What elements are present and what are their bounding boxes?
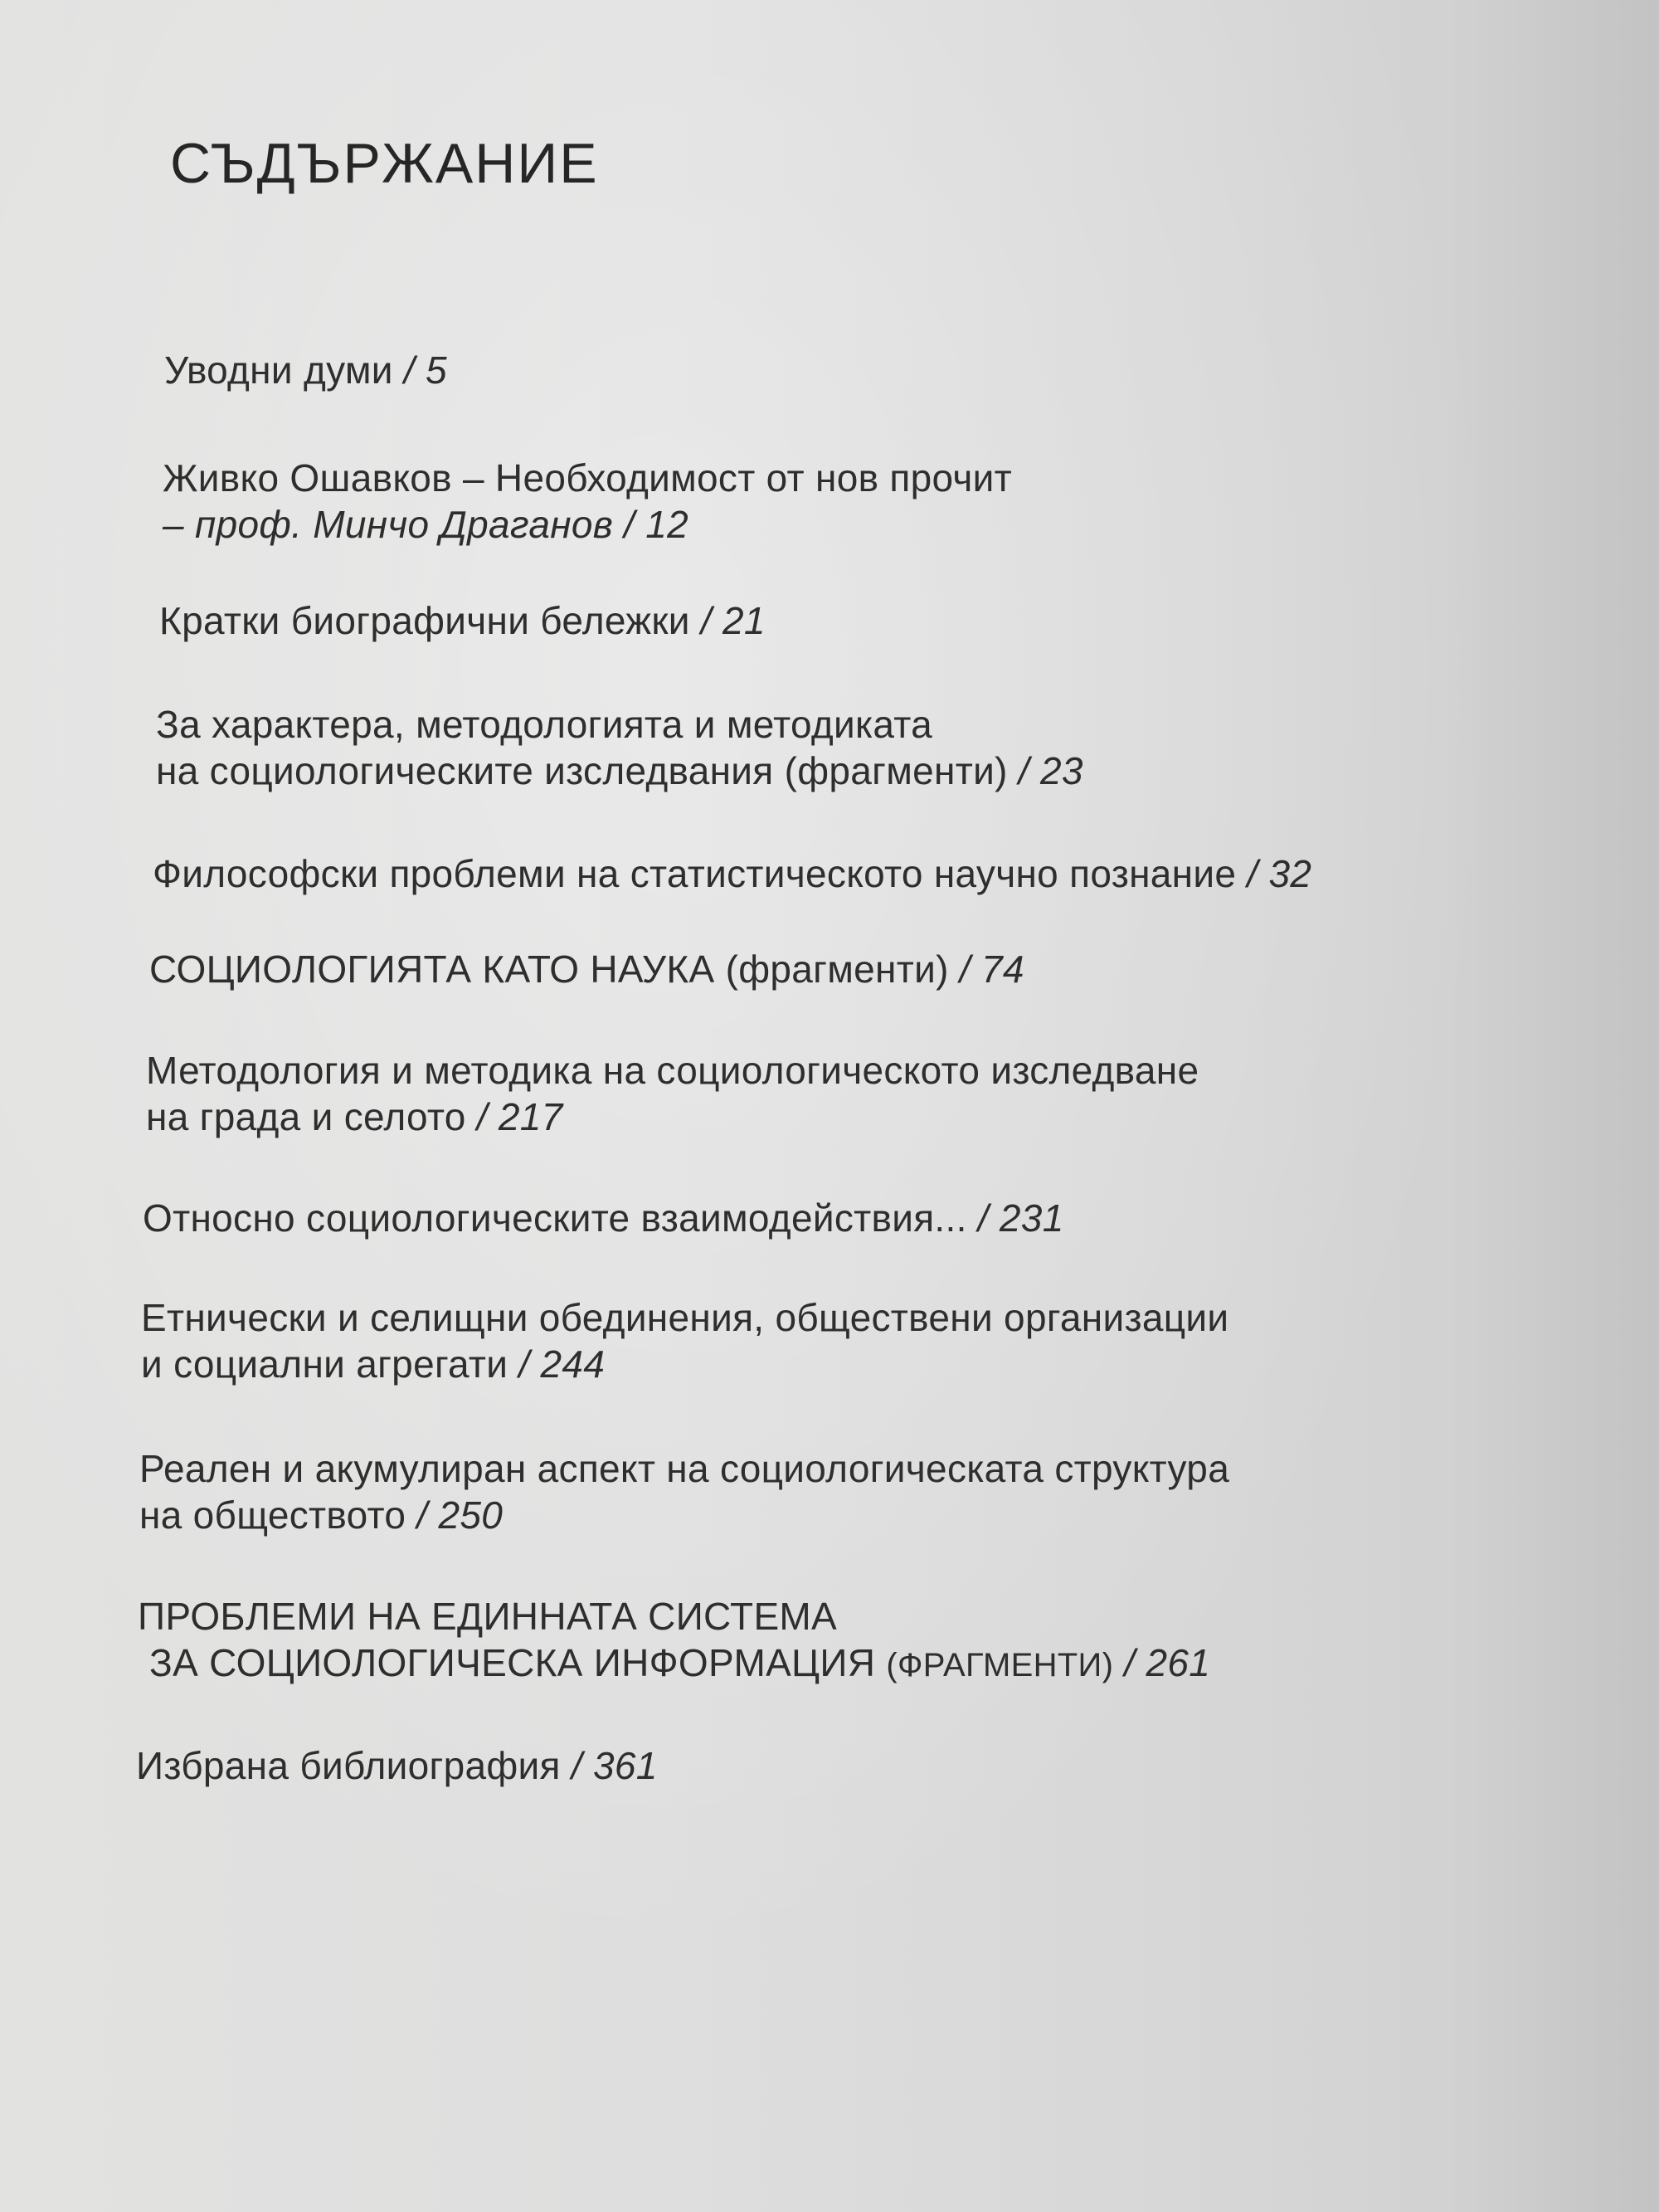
toc-entry-text: на социологическите изследвания (фрагменти) <box>156 749 1008 792</box>
toc-entry-text: Избрана библиография <box>136 1744 561 1787</box>
toc-entry-introduction <box>164 347 447 393</box>
toc-page-number: / 361 <box>571 1744 658 1787</box>
toc-page-number: / 250 <box>416 1493 504 1537</box>
toc-page-number: / 261 <box>1124 1641 1211 1684</box>
toc-entry-text: За характера, методологията и методиката <box>156 703 932 746</box>
toc-entry-line <box>164 347 447 393</box>
toc-entry-line <box>163 501 1012 548</box>
toc-entry-line <box>139 1445 1229 1492</box>
toc-entry-social-structure-aspect <box>139 1445 1229 1538</box>
toc-entry-line <box>141 1294 1228 1341</box>
toc-entry-sociology-as-science <box>149 946 1024 992</box>
toc-page-number: / 231 <box>977 1196 1064 1240</box>
toc-entry-city-village-research <box>146 1047 1199 1140</box>
toc-entry-text: Етнически и селищни обединения, обществени организации <box>141 1296 1229 1339</box>
toc-entry-line <box>138 1640 1210 1688</box>
toc-entry-line <box>136 1742 658 1789</box>
toc-entry-author: – проф. Минчо Драганов <box>163 503 614 546</box>
toc-page-number: / 217 <box>476 1095 563 1138</box>
toc-entry-text: Относно социологическите взаимодействия... <box>143 1196 967 1240</box>
toc-entry-text: на обществото <box>139 1493 406 1537</box>
toc-page-number: / 12 <box>624 503 689 546</box>
toc-entry-line <box>139 1492 1229 1538</box>
toc-entry-line <box>149 946 1024 992</box>
toc-page-number: / 21 <box>700 599 766 642</box>
toc-entry-sociological-interactions <box>143 1195 1064 1241</box>
toc-entry-line <box>146 1094 1199 1140</box>
toc-entry-unified-information-system <box>138 1593 1210 1688</box>
toc-page-number: / 32 <box>1247 852 1312 895</box>
toc-entry-text: ПРОБЛЕМИ НА ЕДИННАТА СИСТЕМА <box>138 1595 838 1638</box>
toc-page-number: / 23 <box>1018 749 1083 792</box>
toc-entry-line <box>156 748 1083 794</box>
toc-entry-text: Реален и акумулиран аспект на социологическата структура <box>139 1447 1230 1490</box>
toc-entry-ethnic-settlement-unions <box>141 1294 1228 1387</box>
toc-entry-text: ЗА СОЦИОЛОГИЧЕСКА ИНФОРМАЦИЯ <box>149 1641 876 1684</box>
toc-entry-text: Кратки биографични бележки <box>159 599 690 642</box>
toc-entry-line <box>163 455 1012 501</box>
page-title: СЪДЪРЖАНИЕ <box>170 132 599 195</box>
toc-entry-text: и социални агрегати <box>141 1342 508 1386</box>
toc-entry-text: Уводни думи <box>164 348 393 392</box>
toc-entry-line <box>141 1341 1228 1387</box>
toc-page-number: / 74 <box>959 948 1024 991</box>
toc-entry-methodology-character <box>156 701 1083 794</box>
toc-entry-philosophical-problems <box>153 850 1311 897</box>
toc-entry-text: Живко Ошавков – Необходимост от нов прочит <box>163 456 1012 499</box>
toc-entry-line <box>143 1195 1064 1241</box>
toc-entry-text: Философски проблеми на статистическото научно познание <box>153 852 1237 895</box>
toc-entry-line <box>138 1593 1210 1640</box>
toc-entry-text: Методология и методика на социологическото изследване <box>146 1049 1199 1092</box>
toc-page-number: / 5 <box>403 348 447 392</box>
toc-entry-line <box>156 701 1083 748</box>
toc-entry-note: (ФРАГМЕНТИ) <box>886 1647 1114 1683</box>
toc-entry-note: (фрагменти) <box>725 948 949 991</box>
toc-entry-text: на града и селото <box>146 1095 466 1138</box>
toc-entry-line <box>146 1047 1199 1094</box>
toc-entry-bibliography <box>136 1742 658 1789</box>
toc-entry-line <box>159 597 766 644</box>
toc-entry-oshavkov-new-reading <box>163 455 1012 548</box>
toc-page-number: / 244 <box>518 1342 606 1386</box>
toc-entry-line <box>153 850 1311 897</box>
toc-entry-text: СОЦИОЛОГИЯТА КАТО НАУКА <box>149 948 715 991</box>
toc-entry-biographical-notes <box>159 597 766 644</box>
